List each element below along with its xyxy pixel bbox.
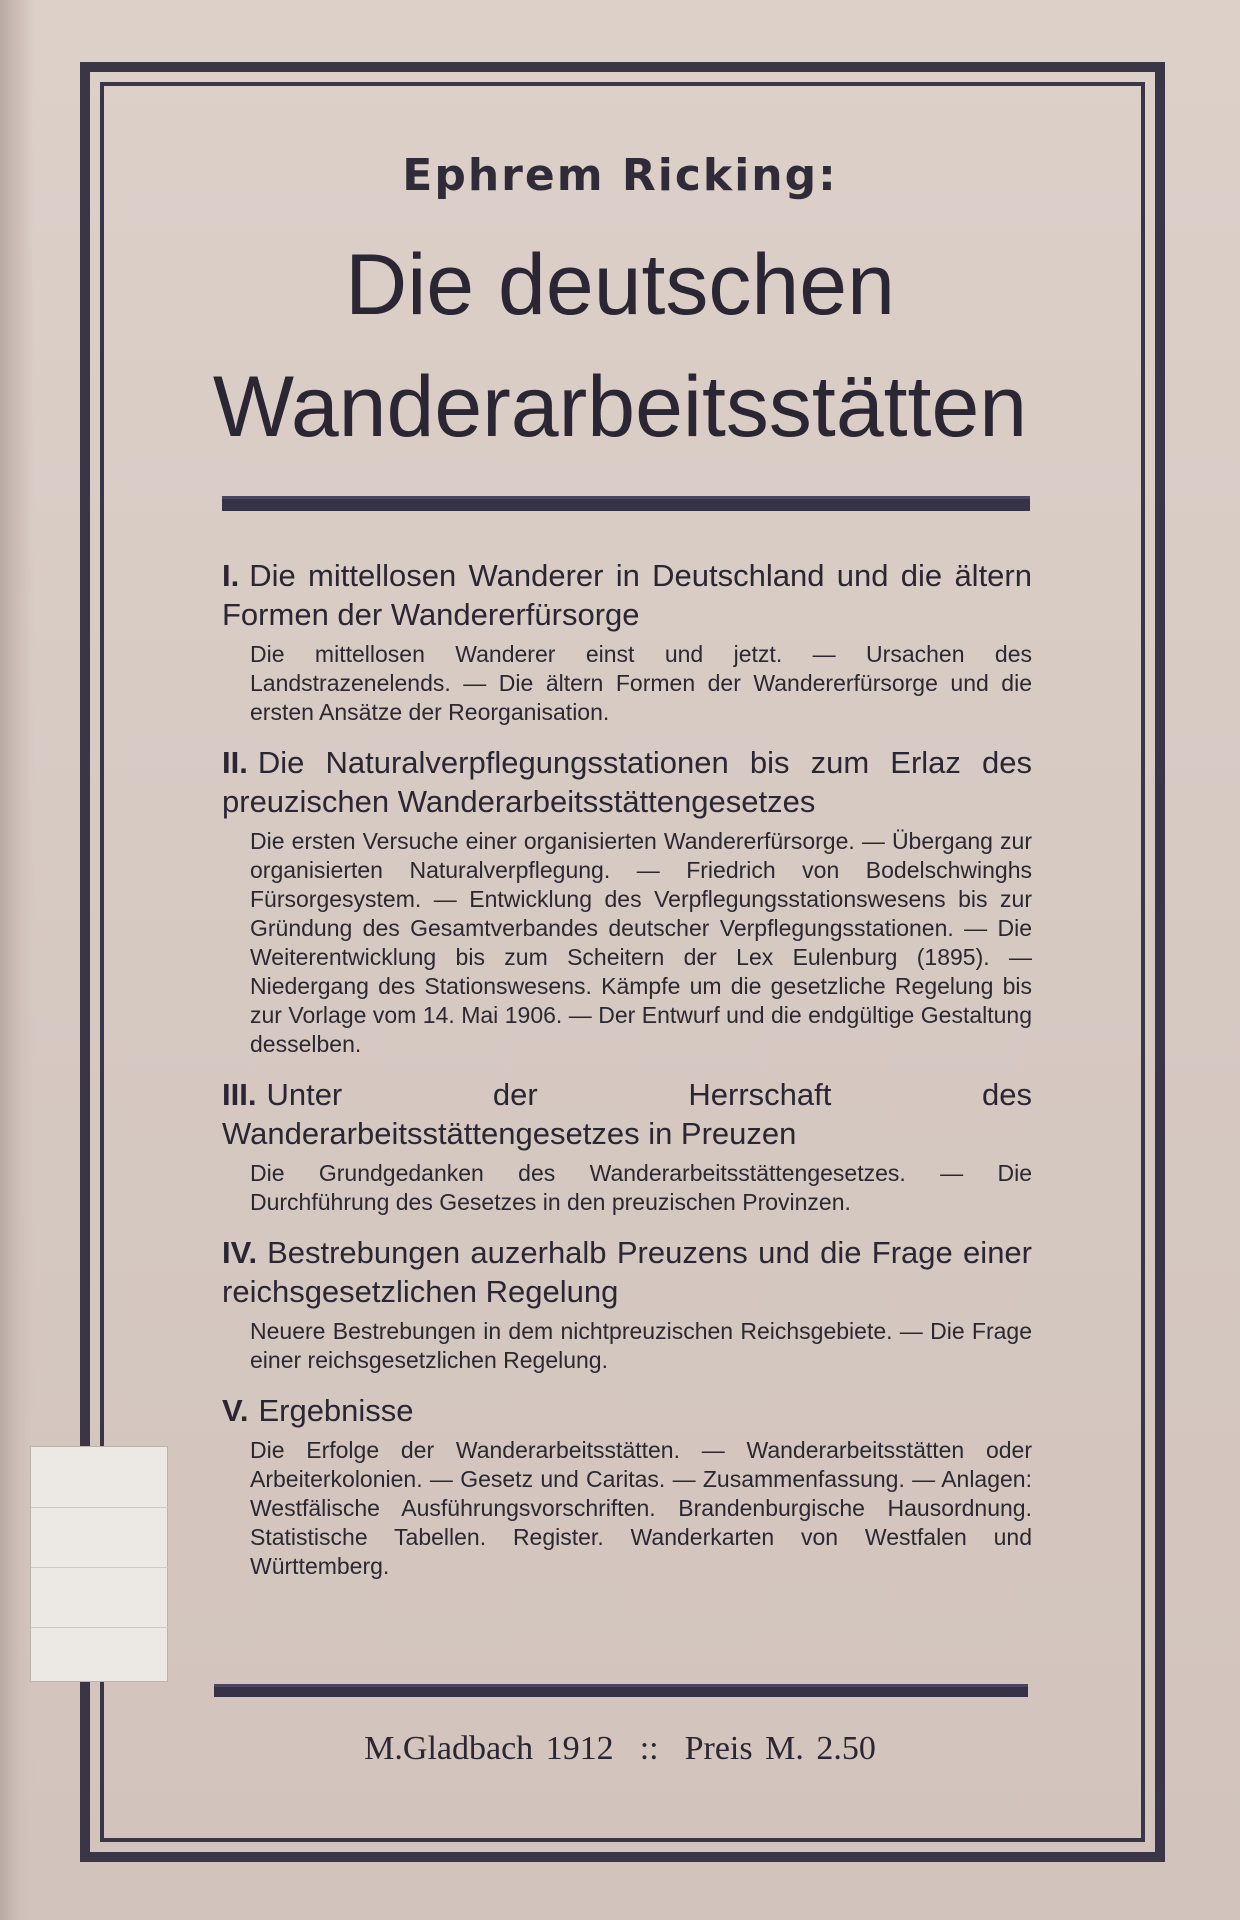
- section-number: III.: [222, 1077, 257, 1112]
- title-line-2: Wanderarbeitsstätten: [212, 359, 1028, 455]
- section-heading: [222, 743, 1032, 821]
- price: Preis M. 2.50: [684, 1730, 876, 1767]
- section-heading: [222, 1233, 1032, 1311]
- section-summary: Die ersten Versuche einer organisierten Wandererfürsorge. — Übergang zur organisierten Naturalverpflegung. — Friedrich von Bodelschwinghs Fürsorgesystem. — Entwicklung des Verpflegungsstationswesens bis zur Gründung des Gesamtverbandes deutscher Verpflegungsstationen. — Die Weiterentwicklung bis zum Scheitern der Lex Eulenburg (1895). — Niedergang des Stationswesens. Kämpfe um die gesetzliche Regelung bis zur Vorlage vom 14. Mai 1906. — Der Entwurf und die endgültige Gestaltung desselben.: [250, 828, 1032, 1057]
- sticker-line: [31, 1627, 169, 1628]
- title-line-1: Die deutschen: [345, 237, 895, 333]
- section-summary: Die mittellosen Wanderer einst und jetzt. — Ursachen des Landstrazenelends. — Die ältern Formen der Wandererfürsorge und die ersten Ansätze der Reorganisation.: [250, 641, 1032, 725]
- section-number: II.: [222, 745, 248, 780]
- separator: ::: [639, 1730, 659, 1767]
- section-heading: [222, 1391, 1032, 1430]
- imprint-line: [0, 1730, 1240, 1768]
- section-heading: [222, 556, 1032, 634]
- section-heading: [222, 1075, 1032, 1153]
- bottom-rule: [214, 1684, 1028, 1697]
- section-number: I.: [222, 558, 240, 593]
- section-title: Die Naturalverpflegungsstationen bis zum Erlaz des preuzischen Wanderarbeitsstättengesetzes: [222, 745, 1032, 819]
- section-2: [222, 743, 1032, 1059]
- section-number: V.: [222, 1393, 249, 1428]
- section-title: Die mittellosen Wanderer in Deutschland und die ältern Formen der Wandererfürsorge: [222, 558, 1032, 632]
- publisher-place-year: M.Gladbach 1912: [364, 1730, 614, 1767]
- sticker-line: [31, 1567, 169, 1568]
- section-summary: Die Erfolge der Wanderarbeitsstätten. — Wanderarbeitsstätten oder Arbeiterkolonien. — Gesetz und Caritas. — Zusammenfassung. — Anlagen: Westfälische Ausführungsvorschriften. Brandenburgische Hausordnung. Statistische Tabellen. Register. Wanderkarten von Westfalen und Württemberg.: [250, 1437, 1032, 1579]
- section-1: [222, 556, 1032, 727]
- sticker-line: [31, 1507, 169, 1508]
- author-name: Ephrem Ricking:: [402, 150, 838, 201]
- section-number: IV.: [222, 1235, 258, 1270]
- library-sticker: [30, 1446, 168, 1682]
- top-rule: [222, 496, 1030, 511]
- section-title: Ergebnisse: [258, 1393, 414, 1428]
- section-3: [222, 1075, 1032, 1217]
- section-title: Bestrebungen auzerhalb Preuzens und die Frage einer reichsgesetzlichen Regelung: [222, 1235, 1032, 1309]
- section-summary: Die Grundgedanken des Wanderarbeitsstättengesetzes. — Die Durchführung des Gesetzes in den preuzischen Provinzen.: [250, 1160, 1032, 1215]
- section-title: Unter der Herrschaft des Wanderarbeitsstättengesetzes in Preuzen: [222, 1077, 1032, 1151]
- section-5: [222, 1391, 1032, 1581]
- section-4: [222, 1233, 1032, 1375]
- table-of-contents: [222, 556, 1032, 1597]
- section-summary: Neuere Bestrebungen in dem nichtpreuzischen Reichsgebiete. — Die Frage einer reichsgesetzlichen Regelung.: [250, 1318, 1032, 1373]
